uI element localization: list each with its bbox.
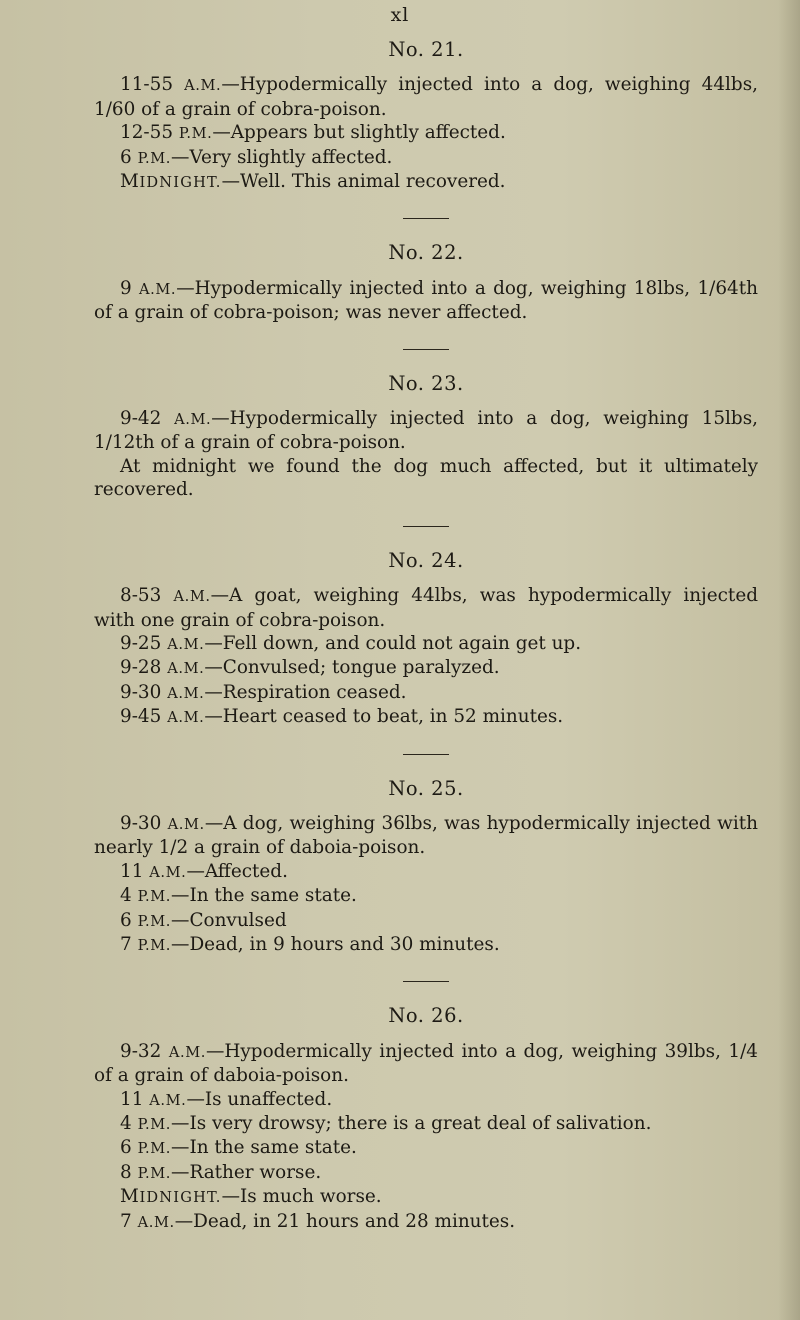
case-entry <box>94 1136 758 1160</box>
entry-period: MIDNIGHT. <box>120 1186 222 1208</box>
case-entry <box>94 632 758 656</box>
case-entry <box>94 1040 758 1088</box>
entry-period: A.M. <box>167 660 205 678</box>
entry-text: —Is unaffected. <box>186 1088 333 1110</box>
case-entry <box>94 407 758 455</box>
entry-period: A.M. <box>173 588 211 606</box>
entry-period: P.M. <box>137 1116 172 1133</box>
case-title: No. 23. <box>388 371 464 395</box>
case-section <box>94 372 758 502</box>
entry-period: A.M. <box>174 411 212 429</box>
case-entry <box>94 73 758 121</box>
case-entry <box>94 1185 758 1209</box>
entry-period: A.M. <box>167 709 205 727</box>
case-title: No. 26. <box>388 1004 464 1028</box>
entry-time: 9-30 <box>120 681 162 703</box>
case-section <box>94 549 758 730</box>
entry-time: 11 <box>120 1088 144 1110</box>
case-title: No. 21. <box>388 38 464 61</box>
entry-time: 9-45 <box>120 706 162 728</box>
case-section <box>94 38 758 194</box>
entry-time: 7 <box>120 933 132 955</box>
page-body <box>94 38 758 1234</box>
entry-text: —Hypodermically injected into a dog, weighing 39lbs, 1/4 of a grain of daboia-poison. <box>94 1040 758 1087</box>
entry-period: P.M. <box>178 125 213 143</box>
entry-text: —In the same state. <box>171 1137 357 1159</box>
entry-period: P.M. <box>137 936 172 954</box>
entry-period: P.M. <box>137 888 172 906</box>
entry-time: 9 <box>120 277 132 299</box>
page-edge-shadow <box>778 0 800 1320</box>
entry-text: —Hypodermically injected into a dog, weighing 44lbs, 1/60 of a grain of cobra-poison. <box>94 74 758 120</box>
entry-period: A.M. <box>167 815 205 833</box>
case-entry <box>94 884 758 908</box>
entry-text: —Dead, in 9 hours and 30 minutes. <box>171 933 500 955</box>
case-entry <box>94 121 758 145</box>
entry-time: 8 <box>120 1161 132 1183</box>
entry-text: —Hypodermically injected into a dog, weighing 18lbs, 1/64th of a grain of cobra-poison; was never affected. <box>94 277 758 324</box>
entry-text: —Is much worse. <box>221 1186 382 1208</box>
section-divider <box>403 526 449 527</box>
case-entry <box>94 170 758 194</box>
case-section <box>94 241 758 324</box>
entry-time: 9-28 <box>120 657 162 679</box>
case-section <box>94 777 758 958</box>
entry-time: 9-25 <box>120 632 162 654</box>
case-entry <box>94 584 758 632</box>
case-section <box>94 1004 758 1234</box>
entry-text: —Is very drowsy; there is a great deal of salivation. <box>171 1113 652 1134</box>
entry-text: —Rather worse. <box>171 1161 322 1183</box>
page-number: xl <box>390 4 410 26</box>
entry-time: 4 <box>120 1113 132 1134</box>
entry-time: 7 <box>120 1210 132 1232</box>
section-divider <box>403 754 449 755</box>
case-entry <box>94 455 758 502</box>
entry-text: —Fell down, and could not again get up. <box>204 632 582 654</box>
entry-time: 9-32 <box>120 1040 162 1062</box>
entry-time: 6 <box>120 1137 132 1159</box>
entry-period: A.M. <box>168 1043 206 1061</box>
entry-period: P.M. <box>137 912 172 930</box>
case-entry <box>94 933 758 957</box>
case-entry <box>94 1112 758 1136</box>
entry-period: P.M. <box>137 1140 172 1158</box>
case-title: No. 22. <box>388 241 464 265</box>
case-entry <box>94 1161 758 1185</box>
entry-period: A.M. <box>184 77 222 95</box>
entry-period: A.M. <box>139 280 177 298</box>
entry-period: MIDNIGHT. <box>120 171 222 193</box>
entry-text: —Very slightly affected. <box>171 146 393 168</box>
case-entry <box>94 656 758 680</box>
case-entry <box>94 146 758 170</box>
case-entry <box>94 277 758 325</box>
entry-time: 4 <box>120 885 132 907</box>
case-entry <box>94 705 758 729</box>
section-divider <box>403 349 449 350</box>
entry-text: —In the same state. <box>171 885 357 907</box>
entry-text: At midnight we found the dog much affected, but it ultimately recovered. <box>94 455 758 501</box>
entry-text: —Well. This animal recovered. <box>221 171 506 193</box>
entry-text: —A dog, weighing 36lbs, was hypodermically injected with nearly 1/2 a grain of daboia-poison. <box>94 812 758 859</box>
case-title: No. 24. <box>388 548 464 572</box>
entry-period: A.M. <box>137 1213 175 1231</box>
entry-period: P.M. <box>137 1164 172 1182</box>
entry-text: —Dead, in 21 hours and 28 minutes. <box>174 1210 516 1232</box>
case-entry <box>94 681 758 705</box>
entry-time: 11-55 <box>120 74 174 96</box>
entry-text: —Hypodermically injected into a dog, weighing 15lbs, 1/12th of a grain of cobra-poison. <box>94 408 758 454</box>
entry-text: —Convulsed; tongue paralyzed. <box>204 657 500 679</box>
entry-period: A.M. <box>167 684 205 702</box>
entry-period: A.M. <box>149 1091 187 1109</box>
entry-time: 11 <box>120 860 144 882</box>
entry-time: 8-53 <box>120 585 162 607</box>
entry-text: —A goat, weighing 44lbs, was hypodermically injected with one grain of cobra-poison. <box>94 585 758 631</box>
entry-time: 6 <box>120 909 132 931</box>
entry-time: 9-42 <box>120 408 162 430</box>
entry-time: 12-55 <box>120 122 174 144</box>
case-entry <box>94 909 758 933</box>
case-title: No. 25. <box>388 776 464 800</box>
section-divider <box>403 981 449 982</box>
case-entry <box>94 1088 758 1112</box>
case-entry <box>94 860 758 884</box>
entry-period: A.M. <box>167 635 205 653</box>
entry-text: —Respiration ceased. <box>204 681 407 703</box>
entry-text: —Appears but slightly affected. <box>212 122 506 144</box>
entry-time: 6 <box>120 146 132 168</box>
entry-text: —Affected. <box>186 860 288 882</box>
entry-period: P.M. <box>137 149 172 167</box>
entry-time: 9-30 <box>120 812 162 834</box>
entry-text: —Heart ceased to beat, in 52 minutes. <box>204 706 564 728</box>
entry-period: A.M. <box>149 863 187 881</box>
case-entry <box>94 1210 758 1234</box>
section-divider <box>403 218 449 219</box>
entry-text: —Convulsed <box>171 909 287 931</box>
case-entry <box>94 812 758 860</box>
